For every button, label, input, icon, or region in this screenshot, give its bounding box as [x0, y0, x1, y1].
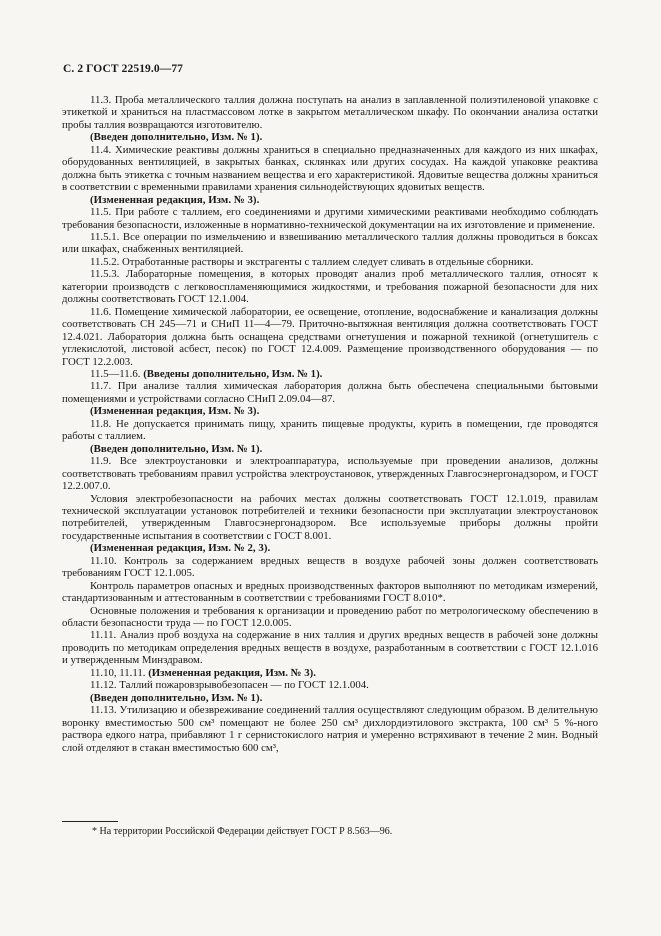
amendment-note: (Измененная редакция, Изм. № 3).	[90, 193, 260, 206]
clause-paragraph: 11.3. Проба металлического таллия должна поступать на анализ в заплавленной полиэтиленовой упаковке с этикеткой и храниться на пластмассовом лотке в закрытом металлическом шкафу. По окончании анализа остатки пробы таллия возвращаются изготовителю.	[62, 94, 598, 131]
clause-paragraph: 11.11. Анализ проб воздуха на содержание в них таллия и других вредных веществ в рабочей зоне должны проводить по методикам определения вредных веществ в воздухе, разработанным в соответствии с ГОСТ 12.1.016 и утвержденным Минздравом.	[62, 629, 598, 667]
clause-paragraph: 11.12. Таллий пожаровзрывобезопасен — по ГОСТ 12.1.004.	[90, 679, 369, 692]
clause-paragraph: 11.5.2. Отработанные растворы и экстрагенты с таллием следует сливать в отдельные сборники.	[90, 255, 534, 268]
amendment-note: (Введен дополнительно, Изм. № 1).	[90, 691, 263, 704]
amendment-note: (Измененная редакция, Изм. № 3).	[90, 405, 260, 418]
clause-paragraph: 11.5.3. Лабораторные помещения, в которых проводят анализ проб металлического таллия, относят к категории производств с легковоспламеняющимися жидкостями, и требования пожарной безопасности для них должны соответствовать ГОСТ 12.1.004.	[62, 268, 598, 306]
footnote-divider	[62, 821, 118, 822]
amendment-note: (Введен дополнительно, Изм. № 1).	[90, 131, 263, 144]
amendment-note: (Измененная редакция, Изм. № 2, 3).	[90, 542, 271, 555]
clause-paragraph: 11.10. Контроль за содержанием вредных веществ в воздухе рабочей зоны должен соответствовать требованиям ГОСТ 12.1.005.	[62, 554, 598, 580]
clause-paragraph: Основные положения и требования к организации и проведению работ по метрологическому обеспечению в области безопасности труда — по ГОСТ 12.0.005.	[62, 604, 598, 630]
page-header: С. 2 ГОСТ 22519.0—77	[63, 63, 184, 75]
clause-paragraph: 11.5. При работе с таллием, его соединениями и другими химическими реактивами необходимо соблюдать требования безопасности, изложенные в нормативно-технической документации на их изготовление и применение.	[62, 206, 598, 231]
clause-paragraph: 11.4. Химические реактивы должны храниться в специально предназначенных для каждого из них шкафах, оборудованных вентиляцией, в закрытых банках, склянках или других сосудах. На каждой упаковке реактива должна быть этикетка с точным названием вещества и его характеристикой. Ядовитые вещества должны храниться в соответствии с временными правилами хранения сильнодействующих ядовитых веществ.	[62, 143, 598, 194]
clause-paragraph: 11.9. Все электроустановки и электроаппаратура, используемые при проведении анализов, должны соответствовать требованиям правил устройства электроустановок, утвержденных Главгосэнергонадзором, и ГОСТ 12.2.007.0.	[62, 455, 598, 493]
footnote: * На территории Российской Федерации действует ГОСТ Р 8.563—96.	[92, 826, 393, 837]
document-body	[62, 94, 598, 754]
clause-paragraph: Контроль параметров опасных и вредных производственных факторов выполняют по методикам измерений, стандартизованным и аттестованным в соответствии с требованиями ГОСТ 8.010*.	[62, 579, 598, 605]
clause-paragraph: 11.7. При анализе таллия химическая лаборатория должна быть обеспечена специальными бытовыми помещениями и устройствами согласно СНиП 2.09.04—87.	[62, 380, 598, 405]
clause-paragraph: 11.6. Помещение химической лаборатории, ее освещение, отопление, водоснабжение и канализация должны соответствовать СН 245—71 и СНиП 11—4—79. Приточно-вытяжная вентиляция должна соответствовать ГОСТ 12.4.021. Лаборатория должна быть оснащена средствами огнетушения и пожарной техникой (огнетушитель с углекислотой, листовой асбест, песок) по ГОСТ 12.4.009. Размещение производственного оборудования — по ГОСТ 12.2.003.	[62, 305, 598, 368]
clause-paragraph: Условия электробезопасности на рабочих местах должны соответствовать ГОСТ 12.1.019, правилам технической эксплуатации установок потребителей и техники безопасности при эксплуатации электроустановок потребителей, утвержденным Главгосэнергонадзором. Все используемые приборы должны пройти государственные испытания в соответствии с ГОСТ 8.001.	[62, 492, 598, 542]
amendment-note: (Введен дополнительно, Изм. № 1).	[90, 442, 263, 455]
clause-paragraph: 11.10, 11.11. (Измененная редакция, Изм. № 3).	[90, 666, 316, 679]
clause-paragraph: 11.5.1. Все операции по измельчению и взвешиванию металлического таллия должны проводиться в боксах или шкафах, снабженных вентиляцией.	[62, 230, 598, 256]
clause-paragraph: 11.5—11.6. (Введены дополнительно, Изм. № 1).	[90, 367, 323, 380]
clause-paragraph: 11.8. Не допускается принимать пищу, хранить пищевые продукты, курить в помещении, где проводятся работы с таллием.	[62, 417, 598, 443]
clause-paragraph: 11.13. Утилизацию и обезвреживание соединений таллия осуществляют следующим образом. В делительную воронку вместимостью 500 см³ помещают не более 250 см³ дихлордиэтилового экстракта, 100 см³ 5 %-ного раствора едкого натра, прибавляют 1 г сернистокислого натрия и умеренно встряхивают в течение 2 мин. Водный слой отделяют в стакан вместимостью 600 см³,	[62, 704, 598, 754]
